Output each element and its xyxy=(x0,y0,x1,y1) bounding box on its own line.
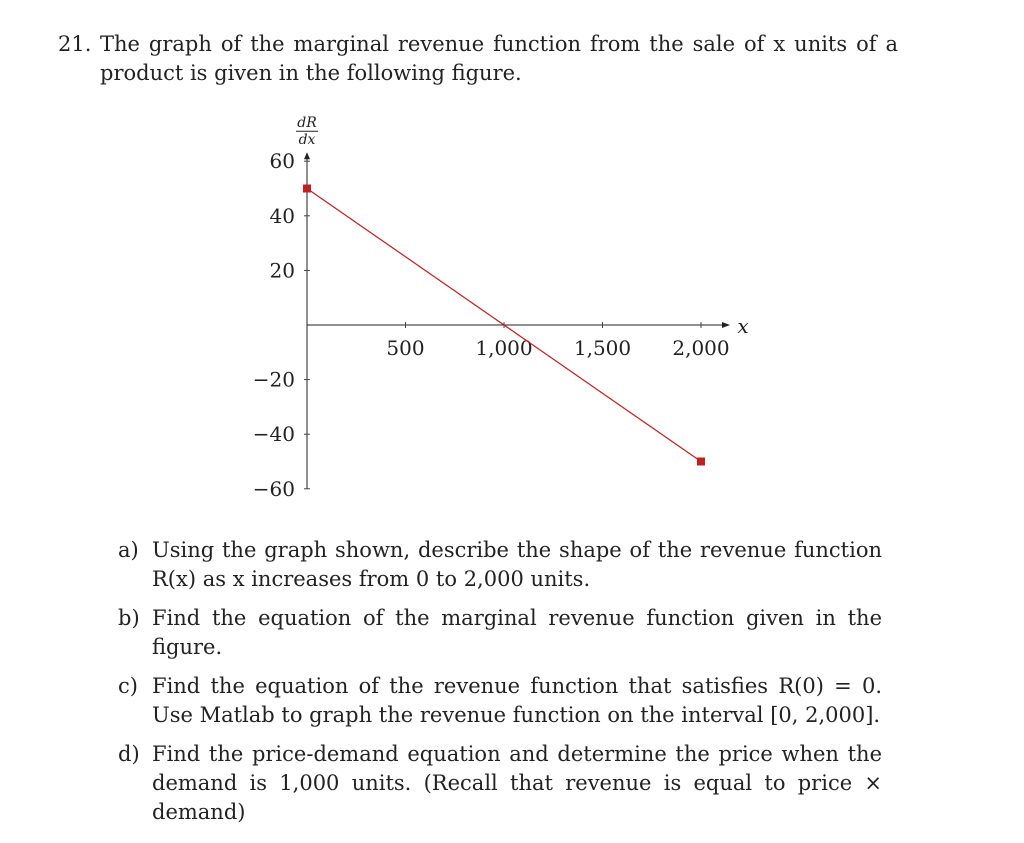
x-axis-arrow xyxy=(722,322,730,328)
y-tick-label: −40 xyxy=(252,422,295,447)
y-axis-label-numerator: dR xyxy=(297,115,317,132)
x-tick-label: 2,000 xyxy=(672,336,730,360)
problem-text: The graph of the marginal revenue function from the sale of x units of a product is given in the following figure. xyxy=(100,32,898,85)
y-tick-label: −60 xyxy=(252,476,295,501)
part-a xyxy=(112,536,882,594)
x-tick-label: 1,500 xyxy=(573,336,632,360)
x-tick-label: 500 xyxy=(386,336,425,360)
marginal-revenue-graph xyxy=(220,108,780,508)
part-d-label: d) xyxy=(118,742,140,766)
question-parts xyxy=(112,536,882,837)
part-b-text: Find the equation of the marginal revenue function given in the figure. xyxy=(152,606,882,659)
y-tick-label: 60 xyxy=(269,149,295,174)
part-d-text: Find the price-demand equation and determine the price when the demand is 1,000 units. (Recall that revenue is equal to price × demand) xyxy=(152,742,882,824)
part-c-label: c) xyxy=(118,674,138,698)
y-tick-label: 20 xyxy=(269,258,295,283)
chart-svg xyxy=(220,108,780,508)
part-c xyxy=(112,672,882,730)
y-tick-label: −20 xyxy=(252,367,295,392)
problem-statement xyxy=(58,30,898,88)
y-axis-arrow xyxy=(304,152,310,159)
part-b xyxy=(112,604,882,662)
data-point-marker xyxy=(697,458,705,466)
y-axis-label-denominator: dx xyxy=(298,132,316,149)
part-d xyxy=(112,740,882,827)
problem-number: 21. xyxy=(58,32,92,56)
x-axis-label: x xyxy=(737,314,749,338)
y-tick-label: 40 xyxy=(269,203,295,228)
x-tick-label: 1,000 xyxy=(475,336,533,360)
part-a-text: Using the graph shown, describe the shape of the revenue function R(x) as x increases from 0 to 2,000 units. xyxy=(152,538,882,591)
data-point-marker xyxy=(303,185,311,193)
part-b-label: b) xyxy=(118,606,140,630)
part-c-text: Find the equation of the revenue function that satisfies R(0) = 0. Use Matlab to graph the revenue function on the interval [0, 2,000]. xyxy=(152,674,882,727)
part-a-label: a) xyxy=(118,538,139,562)
